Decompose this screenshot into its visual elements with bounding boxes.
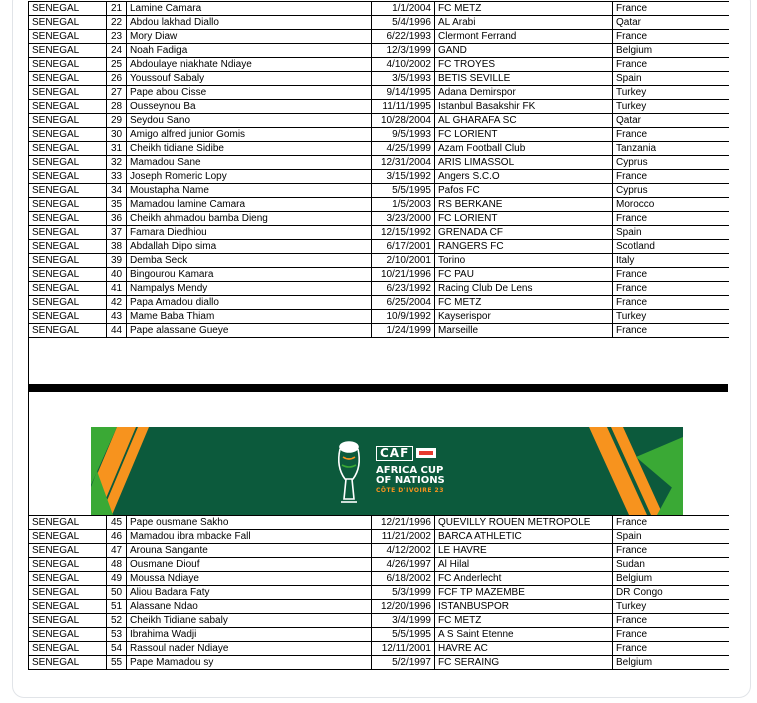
- club-cell: GRENADA CF: [435, 226, 613, 240]
- club-cell: FC LORIENT: [435, 212, 613, 226]
- table-row: [29, 2, 729, 16]
- country-cell: SENEGAL: [29, 296, 107, 310]
- player-name-cell: Joseph Romeric Lopy: [127, 170, 372, 184]
- table-row: [29, 128, 729, 142]
- player-name-cell: Mamadou ibra mbacke Fall: [127, 530, 372, 544]
- club-country-cell: France: [613, 324, 729, 338]
- number-cell: 53: [107, 628, 127, 642]
- club-country-cell: Cyprus: [613, 184, 729, 198]
- number-cell: 27: [107, 86, 127, 100]
- player-name-cell: Abdoulaye niakhate Ndiaye: [127, 58, 372, 72]
- number-cell: 51: [107, 600, 127, 614]
- number-cell: 44: [107, 324, 127, 338]
- club-cell: FC METZ: [435, 2, 613, 16]
- number-cell: 22: [107, 16, 127, 30]
- birth-date-cell: 6/17/2001: [372, 240, 435, 254]
- table-row: [29, 184, 729, 198]
- table-row: [29, 142, 729, 156]
- club-country-cell: France: [613, 170, 729, 184]
- club-cell: GAND: [435, 44, 613, 58]
- birth-date-cell: 11/11/1995: [372, 100, 435, 114]
- player-name-cell: Amigo alfred junior Gomis: [127, 128, 372, 142]
- player-name-cell: Ibrahima Wadji: [127, 628, 372, 642]
- table-row: [29, 30, 729, 44]
- player-name-cell: Abdallah Dipo sima: [127, 240, 372, 254]
- club-country-cell: France: [613, 544, 729, 558]
- club-cell: QUEVILLY ROUEN METROPOLE: [435, 516, 613, 530]
- club-cell: Istanbul Basakshir FK: [435, 100, 613, 114]
- club-cell: Clermont Ferrand: [435, 30, 613, 44]
- country-cell: SENEGAL: [29, 100, 107, 114]
- totalenergies-logo-icon: [416, 448, 436, 458]
- country-cell: SENEGAL: [29, 558, 107, 572]
- club-country-cell: Turkey: [613, 86, 729, 100]
- table-row: [29, 530, 729, 544]
- club-cell: Azam Football Club: [435, 142, 613, 156]
- player-name-cell: Famara Diedhiou: [127, 226, 372, 240]
- country-cell: SENEGAL: [29, 72, 107, 86]
- birth-date-cell: 12/21/1996: [372, 516, 435, 530]
- table-row: [29, 16, 729, 30]
- country-cell: SENEGAL: [29, 544, 107, 558]
- club-country-cell: Tanzania: [613, 142, 729, 156]
- number-cell: 42: [107, 296, 127, 310]
- club-cell: FC SERAING: [435, 656, 613, 670]
- club-country-cell: Italy: [613, 254, 729, 268]
- number-cell: 25: [107, 58, 127, 72]
- country-cell: SENEGAL: [29, 198, 107, 212]
- club-country-cell: France: [613, 30, 729, 44]
- country-cell: SENEGAL: [29, 254, 107, 268]
- country-cell: SENEGAL: [29, 170, 107, 184]
- club-country-cell: France: [613, 516, 729, 530]
- player-name-cell: Mamadou Sane: [127, 156, 372, 170]
- player-name-cell: Abdou lakhad Diallo: [127, 16, 372, 30]
- player-name-cell: Ousseynou Ba: [127, 100, 372, 114]
- club-country-cell: Belgium: [613, 656, 729, 670]
- country-cell: SENEGAL: [29, 310, 107, 324]
- roster-document: [28, 1, 728, 670]
- number-cell: 35: [107, 198, 127, 212]
- club-country-cell: DR Congo: [613, 586, 729, 600]
- club-cell: Torino: [435, 254, 613, 268]
- table-row: [29, 72, 729, 86]
- afcon-title-line-2: OF NATIONS: [376, 475, 445, 486]
- club-cell: RANGERS FC: [435, 240, 613, 254]
- player-name-cell: Noah Fadiga: [127, 44, 372, 58]
- club-cell: Al Hilal: [435, 558, 613, 572]
- number-cell: 32: [107, 156, 127, 170]
- country-cell: SENEGAL: [29, 86, 107, 100]
- player-name-cell: Arouna Sangante: [127, 544, 372, 558]
- club-country-cell: Cyprus: [613, 156, 729, 170]
- club-country-cell: Belgium: [613, 44, 729, 58]
- club-cell: FC LORIENT: [435, 128, 613, 142]
- club-country-cell: France: [613, 2, 729, 16]
- number-cell: 48: [107, 558, 127, 572]
- club-cell: HAVRE AC: [435, 642, 613, 656]
- number-cell: 30: [107, 128, 127, 142]
- number-cell: 45: [107, 516, 127, 530]
- table-row: [29, 656, 729, 670]
- number-cell: 54: [107, 642, 127, 656]
- country-cell: SENEGAL: [29, 240, 107, 254]
- club-country-cell: Turkey: [613, 310, 729, 324]
- number-cell: 36: [107, 212, 127, 226]
- birth-date-cell: 5/5/1995: [372, 184, 435, 198]
- number-cell: 55: [107, 656, 127, 670]
- table-row: [29, 240, 729, 254]
- birth-date-cell: 12/11/2001: [372, 642, 435, 656]
- number-cell: 31: [107, 142, 127, 156]
- table-row: [29, 198, 729, 212]
- club-country-cell: France: [613, 614, 729, 628]
- country-cell: SENEGAL: [29, 530, 107, 544]
- player-name-cell: Cheikh Tidiane sabaly: [127, 614, 372, 628]
- club-cell: FC PAU: [435, 268, 613, 282]
- player-name-cell: Moussa Ndiaye: [127, 572, 372, 586]
- table-row: [29, 226, 729, 240]
- birth-date-cell: 9/14/1995: [372, 86, 435, 100]
- country-cell: SENEGAL: [29, 614, 107, 628]
- player-name-cell: Pape Mamadou sy: [127, 656, 372, 670]
- country-cell: SENEGAL: [29, 226, 107, 240]
- player-name-cell: Pape alassane Gueye: [127, 324, 372, 338]
- table-row: [29, 558, 729, 572]
- club-cell: FC METZ: [435, 614, 613, 628]
- number-cell: 38: [107, 240, 127, 254]
- table-row: [29, 516, 729, 530]
- table-row: [29, 86, 729, 100]
- country-cell: SENEGAL: [29, 184, 107, 198]
- player-name-cell: Pape abou Cisse: [127, 86, 372, 100]
- club-country-cell: Turkey: [613, 600, 729, 614]
- country-cell: SENEGAL: [29, 128, 107, 142]
- club-cell: AL Arabi: [435, 16, 613, 30]
- country-cell: SENEGAL: [29, 628, 107, 642]
- birth-date-cell: 3/23/2000: [372, 212, 435, 226]
- trophy-icon: [339, 442, 359, 502]
- club-country-cell: France: [613, 268, 729, 282]
- birth-date-cell: 3/5/1993: [372, 72, 435, 86]
- number-cell: 24: [107, 44, 127, 58]
- club-country-cell: Turkey: [613, 100, 729, 114]
- table-row: [29, 268, 729, 282]
- country-cell: SENEGAL: [29, 282, 107, 296]
- table-row: [29, 156, 729, 170]
- club-country-cell: Morocco: [613, 198, 729, 212]
- club-cell: ARIS LIMASSOL: [435, 156, 613, 170]
- birth-date-cell: 1/5/2003: [372, 198, 435, 212]
- club-cell: Marseille: [435, 324, 613, 338]
- roster-table-top: [28, 1, 729, 338]
- club-cell: FCF TP MAZEMBE: [435, 586, 613, 600]
- birth-date-cell: 12/15/1992: [372, 226, 435, 240]
- country-cell: SENEGAL: [29, 156, 107, 170]
- table-row: [29, 44, 729, 58]
- table-row: [29, 212, 729, 226]
- birth-date-cell: 9/5/1993: [372, 128, 435, 142]
- birth-date-cell: 5/2/1997: [372, 656, 435, 670]
- afcon-logo: [376, 444, 445, 494]
- table-row: [29, 282, 729, 296]
- number-cell: 26: [107, 72, 127, 86]
- birth-date-cell: 1/1/2004: [372, 2, 435, 16]
- number-cell: 34: [107, 184, 127, 198]
- club-country-cell: France: [613, 212, 729, 226]
- number-cell: 50: [107, 586, 127, 600]
- club-country-cell: France: [613, 128, 729, 142]
- afcon-title-line-1: AFRICA CUP: [376, 465, 444, 476]
- country-cell: SENEGAL: [29, 16, 107, 30]
- birth-date-cell: 12/3/1999: [372, 44, 435, 58]
- table-row: [29, 100, 729, 114]
- player-name-cell: Pape ousmane Sakho: [127, 516, 372, 530]
- number-cell: 41: [107, 282, 127, 296]
- number-cell: 52: [107, 614, 127, 628]
- table-row: [29, 544, 729, 558]
- birth-date-cell: 5/5/1995: [372, 628, 435, 642]
- club-country-cell: Qatar: [613, 16, 729, 30]
- table-row: [29, 114, 729, 128]
- player-name-cell: Demba Seck: [127, 254, 372, 268]
- birth-date-cell: 6/23/1992: [372, 282, 435, 296]
- caf-logo-text: CAF: [376, 446, 413, 461]
- birth-date-cell: 4/26/1997: [372, 558, 435, 572]
- country-cell: SENEGAL: [29, 30, 107, 44]
- number-cell: 46: [107, 530, 127, 544]
- club-country-cell: Spain: [613, 226, 729, 240]
- country-cell: SENEGAL: [29, 142, 107, 156]
- table-row: [29, 296, 729, 310]
- club-country-cell: Qatar: [613, 114, 729, 128]
- birth-date-cell: 6/22/1993: [372, 30, 435, 44]
- birth-date-cell: 10/28/2004: [372, 114, 435, 128]
- number-cell: 37: [107, 226, 127, 240]
- birth-date-cell: 3/4/1999: [372, 614, 435, 628]
- club-country-cell: Spain: [613, 72, 729, 86]
- number-cell: 33: [107, 170, 127, 184]
- player-name-cell: Seydou Sano: [127, 114, 372, 128]
- player-name-cell: Alassane Ndao: [127, 600, 372, 614]
- club-country-cell: Sudan: [613, 558, 729, 572]
- birth-date-cell: 11/21/2002: [372, 530, 435, 544]
- birth-date-cell: 6/25/2004: [372, 296, 435, 310]
- birth-date-cell: 4/10/2002: [372, 58, 435, 72]
- club-cell: FC Anderlecht: [435, 572, 613, 586]
- country-cell: SENEGAL: [29, 114, 107, 128]
- club-cell: BARCA ATHLETIC: [435, 530, 613, 544]
- player-name-cell: Moustapha Name: [127, 184, 372, 198]
- club-cell: RS BERKANE: [435, 198, 613, 212]
- post-image-frame[interactable]: [12, 0, 751, 698]
- table-row: [29, 586, 729, 600]
- birth-date-cell: 12/31/2004: [372, 156, 435, 170]
- birth-date-cell: 4/25/1999: [372, 142, 435, 156]
- table-row: [29, 254, 729, 268]
- club-cell: Pafos FC: [435, 184, 613, 198]
- table-row: [29, 58, 729, 72]
- country-cell: SENEGAL: [29, 516, 107, 530]
- player-name-cell: Cheikh ahmadou bamba Dieng: [127, 212, 372, 226]
- birth-date-cell: 5/3/1999: [372, 586, 435, 600]
- club-country-cell: France: [613, 282, 729, 296]
- table-row: [29, 628, 729, 642]
- player-name-cell: Bingourou Kamara: [127, 268, 372, 282]
- table-row: [29, 572, 729, 586]
- country-cell: SENEGAL: [29, 2, 107, 16]
- club-cell: FC TROYES: [435, 58, 613, 72]
- country-cell: SENEGAL: [29, 642, 107, 656]
- birth-date-cell: 10/21/1996: [372, 268, 435, 282]
- club-country-cell: France: [613, 296, 729, 310]
- player-name-cell: Mamadou lamine Camara: [127, 198, 372, 212]
- birth-date-cell: 10/9/1992: [372, 310, 435, 324]
- birth-date-cell: 6/18/2002: [372, 572, 435, 586]
- player-name-cell: Nampalys Mendy: [127, 282, 372, 296]
- country-cell: SENEGAL: [29, 58, 107, 72]
- number-cell: 49: [107, 572, 127, 586]
- page-top-margin: [28, 392, 728, 427]
- club-country-cell: France: [613, 642, 729, 656]
- club-cell: BETIS SEVILLE: [435, 72, 613, 86]
- country-cell: SENEGAL: [29, 572, 107, 586]
- afcon-host-line: CÔTE D'IVOIRE 23: [376, 487, 444, 494]
- number-cell: 28: [107, 100, 127, 114]
- page-gap: [28, 338, 728, 384]
- birth-date-cell: 3/15/1992: [372, 170, 435, 184]
- club-country-cell: France: [613, 58, 729, 72]
- number-cell: 39: [107, 254, 127, 268]
- club-cell: LE HAVRE: [435, 544, 613, 558]
- club-cell: Kayserispor: [435, 310, 613, 324]
- club-cell: Adana Demirspor: [435, 86, 613, 100]
- player-name-cell: Mory Diaw: [127, 30, 372, 44]
- number-cell: 43: [107, 310, 127, 324]
- club-cell: FC METZ: [435, 296, 613, 310]
- club-cell: AL GHARAFA SC: [435, 114, 613, 128]
- club-cell: Racing Club De Lens: [435, 282, 613, 296]
- player-name-cell: Ousmane Diouf: [127, 558, 372, 572]
- player-name-cell: Mame Baba Thiam: [127, 310, 372, 324]
- birth-date-cell: 1/24/1999: [372, 324, 435, 338]
- birth-date-cell: 12/20/1996: [372, 600, 435, 614]
- country-cell: SENEGAL: [29, 586, 107, 600]
- number-cell: 29: [107, 114, 127, 128]
- number-cell: 40: [107, 268, 127, 282]
- number-cell: 47: [107, 544, 127, 558]
- club-cell: Angers S.C.O: [435, 170, 613, 184]
- club-country-cell: Spain: [613, 530, 729, 544]
- table-row: [29, 614, 729, 628]
- table-row: [29, 310, 729, 324]
- country-cell: SENEGAL: [29, 656, 107, 670]
- afcon-banner-row: [28, 427, 728, 515]
- country-cell: SENEGAL: [29, 212, 107, 226]
- number-cell: 23: [107, 30, 127, 44]
- player-name-cell: Cheikh tidiane Sidibe: [127, 142, 372, 156]
- birth-date-cell: 2/10/2001: [372, 254, 435, 268]
- table-row: [29, 642, 729, 656]
- roster-table-bottom: [28, 515, 729, 670]
- club-country-cell: France: [613, 628, 729, 642]
- club-cell: ISTANBUSPOR: [435, 600, 613, 614]
- country-cell: SENEGAL: [29, 600, 107, 614]
- club-country-cell: Scotland: [613, 240, 729, 254]
- player-name-cell: Aliou Badara Faty: [127, 586, 372, 600]
- page-divider: [28, 384, 728, 392]
- player-name-cell: Papa Amadou diallo: [127, 296, 372, 310]
- country-cell: SENEGAL: [29, 44, 107, 58]
- birth-date-cell: 5/4/1996: [372, 16, 435, 30]
- table-row: [29, 600, 729, 614]
- number-cell: 21: [107, 2, 127, 16]
- birth-date-cell: 4/12/2002: [372, 544, 435, 558]
- player-name-cell: Lamine Camara: [127, 2, 372, 16]
- player-name-cell: Youssouf Sabaly: [127, 72, 372, 86]
- club-cell: A S Saint Etenne: [435, 628, 613, 642]
- club-country-cell: Belgium: [613, 572, 729, 586]
- country-cell: SENEGAL: [29, 324, 107, 338]
- table-row: [29, 324, 729, 338]
- table-row: [29, 170, 729, 184]
- player-name-cell: Rassoul nader Ndiaye: [127, 642, 372, 656]
- afcon-banner: [91, 427, 683, 515]
- country-cell: SENEGAL: [29, 268, 107, 282]
